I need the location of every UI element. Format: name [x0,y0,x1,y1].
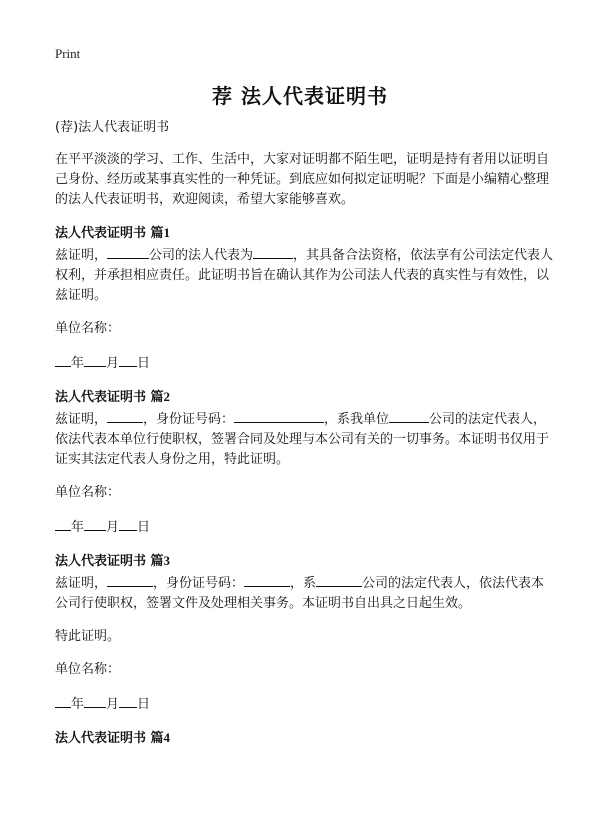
section-heading-number: 篇1 [150,225,171,240]
body-text: 公司的法人代表为 [149,248,254,263]
blank-line [55,693,71,708]
date-month-label: 月 [106,520,120,535]
date-year-label: 年 [71,697,85,712]
blank-line [84,516,106,531]
section-heading-number: 篇2 [150,389,171,404]
blank-line [253,244,293,259]
blank-line [55,352,71,367]
body-text: 公司的法定代表人，依法代表本公司行使职权，签署文件及处理相关事务。本证明书自出具之日起生效。 [55,576,545,611]
document-subtitle: (荐)法人代表证明书 [55,120,170,135]
blank-line [234,408,324,423]
section-2 [55,387,555,538]
body-text: ，系 [290,576,317,591]
body-text: ，其具备合法资格，依法享有公司法定代表人权利，并承担相应责任。此证明书旨在确认其作为公司法人代表的真实性与有效性，以兹证明。 [55,248,554,303]
blank-line [84,693,106,708]
section-heading [55,551,555,572]
section-heading-number: 篇4 [150,730,171,745]
date-line [55,352,555,374]
date-month-label: 月 [106,356,120,371]
date-day-label: 日 [137,697,151,712]
section-paragraph [55,244,555,306]
unit-name-label: 单位名称： [55,485,121,500]
blank-line [316,572,362,587]
section-paragraph [55,572,555,614]
blank-line [55,516,71,531]
closing-text: 特此证明。 [55,629,121,644]
body-text: 兹证明， [55,576,108,591]
blank-line [107,408,143,423]
date-year-label: 年 [71,520,85,535]
unit-name-label: 单位名称： [55,321,121,336]
date-year-label: 年 [71,356,85,371]
date-day-label: 日 [137,520,151,535]
section-heading-text: 法人代表证明书 [55,731,147,746]
section-4 [55,728,555,749]
date-line [55,693,555,715]
section-heading-number: 篇3 [150,553,171,568]
section-heading [55,223,555,244]
unit-name-label: 单位名称： [55,662,121,677]
section-heading-text: 法人代表证明书 [55,390,147,405]
section-1 [55,223,555,374]
section-heading-text: 法人代表证明书 [55,554,147,569]
date-month-label: 月 [106,697,120,712]
body-text: ，身份证号码： [153,576,245,591]
blank-line [119,693,137,708]
blank-line [107,244,149,259]
body-text: 兹证明， [55,412,108,427]
blank-line [84,352,106,367]
section-heading [55,728,555,749]
section-heading-text: 法人代表证明书 [55,226,147,241]
document-body [55,118,555,749]
date-line [55,516,555,538]
blank-line [107,572,153,587]
body-text: 公司的法定代表人，依法代表本单位行使职权，签署合同及处理与本公司有关的一切事务。本证明书仅用于证实其法定代表人身份之用，特此证明。 [55,412,550,467]
section-3 [55,551,555,715]
date-day-label: 日 [137,356,151,371]
blank-line [119,516,137,531]
body-text: 兹证明， [55,248,108,263]
body-text: ，身份证号码： [143,412,235,427]
blank-line [389,408,429,423]
document-title: 荐 法人代表证明书 [212,84,388,108]
blank-line [119,352,137,367]
section-heading [55,387,555,408]
section-paragraph [55,408,555,470]
body-text: ，系我单位 [324,412,390,427]
blank-line [244,572,290,587]
print-label: Print [55,46,81,61]
intro-paragraph: 在平平淡淡的学习、工作、生活中，大家对证明都不陌生吧，证明是持有者用以证明自己身份、经历或某事真实性的一种凭证。到底应如何拟定证明呢？下面是小编精心整理的法人代表证明书，欢迎阅读，希望大家能够喜欢。 [55,152,550,207]
